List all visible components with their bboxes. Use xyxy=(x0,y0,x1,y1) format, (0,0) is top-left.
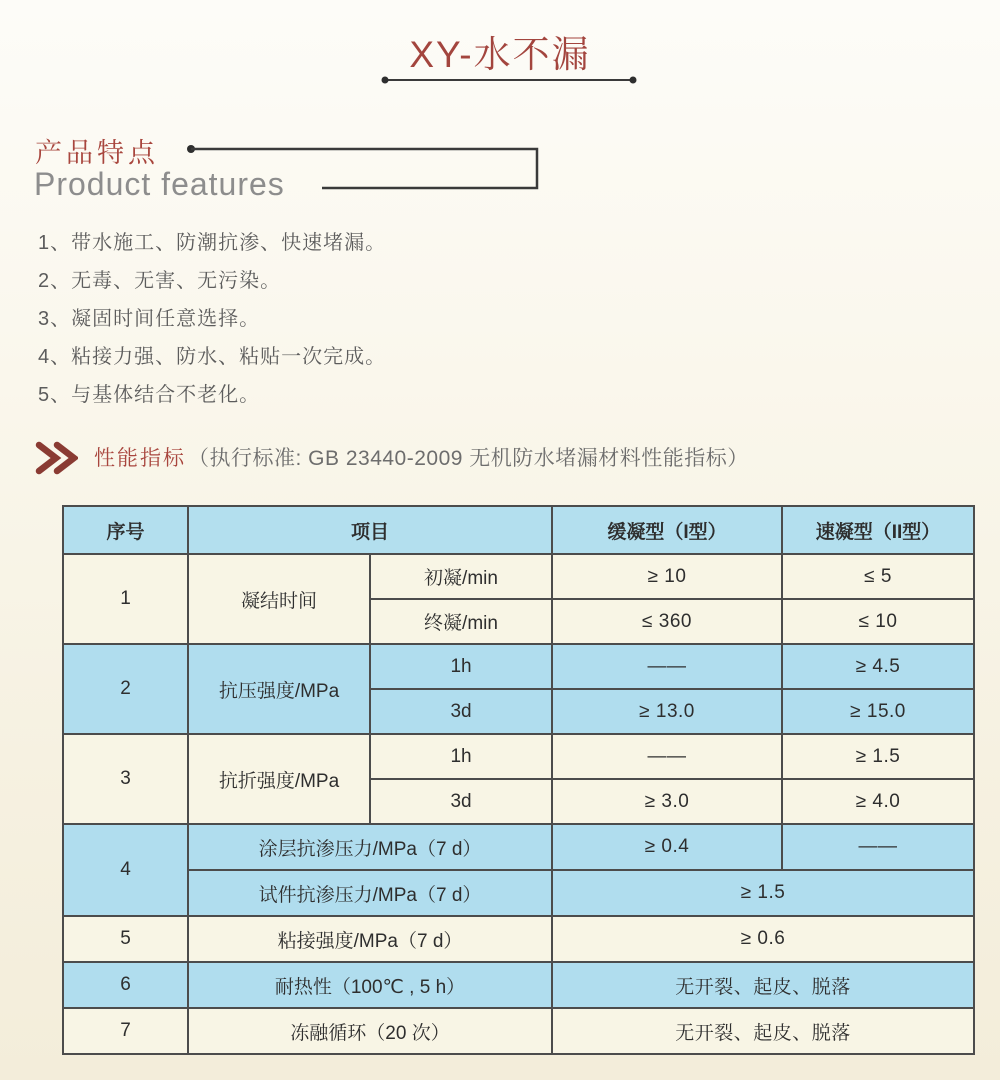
table-row xyxy=(63,824,974,870)
table-row xyxy=(63,962,974,1008)
page-title: XY-水不漏 xyxy=(409,34,591,75)
cell-item-setting-time: 凝结时间 xyxy=(188,554,370,644)
feature-item: 4、粘接力强、防水、粘贴一次完成。 xyxy=(38,346,387,368)
cell-value: ≥ 1.5 xyxy=(552,870,974,916)
cell-value: ≥ 3.0 xyxy=(552,779,782,824)
table-row xyxy=(63,644,974,689)
performance-standard-note: （执行标准: GB 23440-2009 无机防水堵漏材料性能指标） xyxy=(188,447,749,470)
cell-value: ≥ 4.5 xyxy=(782,644,974,689)
cell-sub-final-set: 终凝/min xyxy=(370,599,552,644)
cell-value: ≥ 0.4 xyxy=(552,824,782,870)
cell-item-heat-resistance: 耐热性（100℃ , 5 h） xyxy=(188,962,552,1008)
cell-value: ≥ 0.6 xyxy=(552,916,974,962)
cell-value: ≤ 5 xyxy=(782,554,974,599)
cell-sub-1h: 1h xyxy=(370,734,552,779)
double-chevron-right-icon xyxy=(34,440,78,476)
performance-heading: 性能指标 xyxy=(94,447,186,470)
feature-list xyxy=(38,224,386,414)
cell-sub-initial-set: 初凝/min xyxy=(370,554,552,599)
cell-serial-6: 6 xyxy=(63,962,188,1008)
header-fast-set: 速凝型（II型） xyxy=(782,506,974,554)
cell-value: ≥ 1.5 xyxy=(782,734,974,779)
cell-value: ≥ 15.0 xyxy=(782,689,974,734)
cell-item-bond-strength: 粘接强度/MPa（7 d） xyxy=(188,916,552,962)
header-item: 项目 xyxy=(188,506,552,554)
cell-serial-1: 1 xyxy=(63,554,188,644)
table-row xyxy=(63,870,974,916)
cell-value: ≤ 360 xyxy=(552,599,782,644)
bracket-decoration xyxy=(182,136,546,196)
cell-value: 无开裂、起皮、脱落 xyxy=(552,962,974,1008)
cell-sub-1h: 1h xyxy=(370,644,552,689)
cell-value: ≥ 4.0 xyxy=(782,779,974,824)
feature-item: 2、无毒、无害、无污染。 xyxy=(38,270,282,292)
cell-value: —— xyxy=(552,734,782,779)
features-heading-cn: 产品特点 xyxy=(35,138,159,168)
feature-item: 3、凝固时间任意选择。 xyxy=(38,308,261,330)
table-row xyxy=(63,1008,974,1054)
table-header-row xyxy=(63,506,974,554)
cell-value: —— xyxy=(782,824,974,870)
cell-serial-5: 5 xyxy=(63,916,188,962)
title-underline xyxy=(380,74,638,86)
cell-serial-7: 7 xyxy=(63,1008,188,1054)
cell-serial-3: 3 xyxy=(63,734,188,824)
cell-serial-2: 2 xyxy=(63,644,188,734)
table-row xyxy=(63,734,974,779)
performance-spec-table xyxy=(62,505,975,1055)
cell-value: ≥ 13.0 xyxy=(552,689,782,734)
cell-value: ≥ 10 xyxy=(552,554,782,599)
feature-item: 5、与基体结合不老化。 xyxy=(38,384,261,406)
feature-item: 1、带水施工、防潮抗渗、快速堵漏。 xyxy=(38,232,387,254)
cell-sub-3d: 3d xyxy=(370,689,552,734)
features-heading-en: Product features xyxy=(34,166,285,202)
cell-sub-3d: 3d xyxy=(370,779,552,824)
cell-item-coating-impermeability: 涂层抗渗压力/MPa（7 d） xyxy=(188,824,552,870)
header-serial: 序号 xyxy=(63,506,188,554)
cell-value: ≤ 10 xyxy=(782,599,974,644)
cell-value: —— xyxy=(552,644,782,689)
performance-heading-row xyxy=(34,438,749,476)
table-row xyxy=(63,916,974,962)
cell-item-specimen-impermeability: 试件抗渗压力/MPa（7 d） xyxy=(188,870,552,916)
cell-item-freeze-thaw: 冻融循环（20 次） xyxy=(188,1008,552,1054)
cell-item-flexural: 抗折强度/MPa xyxy=(188,734,370,824)
cell-value: 无开裂、起皮、脱落 xyxy=(552,1008,974,1054)
cell-item-compressive: 抗压强度/MPa xyxy=(188,644,370,734)
header-slow-set: 缓凝型（I型） xyxy=(552,506,782,554)
cell-serial-4: 4 xyxy=(63,824,188,916)
table-row xyxy=(63,554,974,599)
